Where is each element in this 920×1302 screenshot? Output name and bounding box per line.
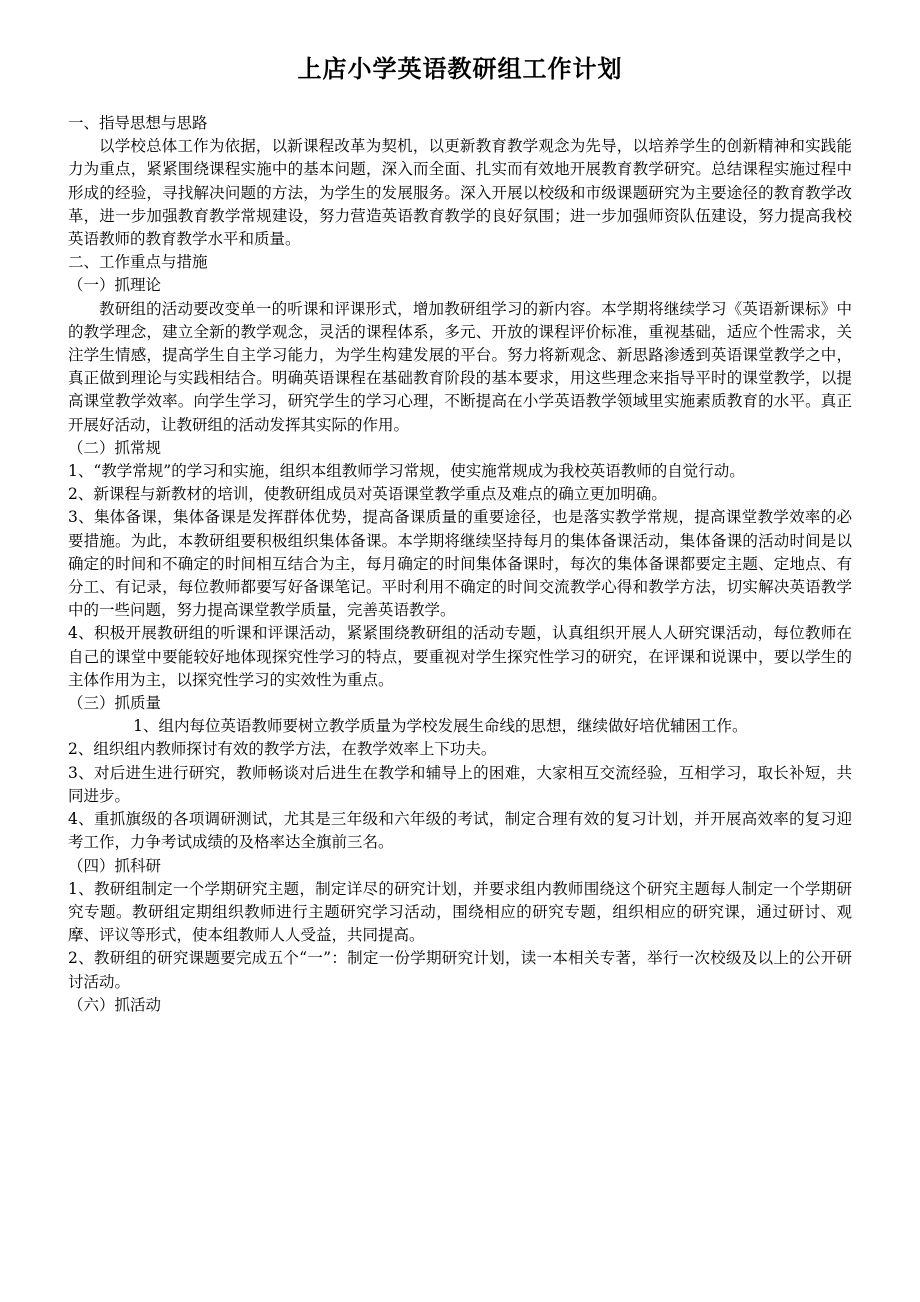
section-heading: 一、指导思想与思路 [68, 114, 208, 132]
paragraph: 3、集体备课，集体备课是发挥群体优势，提高备课质量的重要途径，也是落实教学常规，提高课堂教学效率的必要措施。为此，本教研组要积极组织集体备课。本学期将继续坚持每月的集体备课活动，集体备课的活动时间是以确定的时间和不确定的时间相互结合为主，每月确定的时间集体备课时，每次的集体备课都要定主题、定地点、有分工、有记录，每位教师都要写好备课笔记。平时利用不确定的时间交流教学心得和教学方法，切实解决英语教学中的一些问题，努力提高课堂教学质量，完善英语教学。 [68, 508, 852, 620]
paragraph: 4、重抓旗级的各项调研测试，尤其是三年级和六年级的考试，制定合理有效的复习计划，并开展高效率的复习迎考工作，力争考试成绩的及格率达全旗前三名。 [68, 810, 852, 852]
document-page [68, 52, 852, 1017]
paragraph: 1、“教学常规”的学习和实施，组织本组教师学习常规，使实施常规成为我校英语教师的自觉行动。 [68, 462, 745, 481]
paragraph: 2、组织组内教师探讨有效的教学方法，在教学效率上下功夫。 [68, 740, 497, 759]
paragraph: 4、积极开展教研组的听课和评课活动，紧紧围绕教研组的活动专题，认真组织开展人人研究课活动，每位教师在自己的课堂中要能较好地体现探究性学习的特点，要重视对学生探究性学习的研究，在评课和说课中，要以学生的主体作用为主，以探究性学习的实效性为重点。 [68, 624, 852, 689]
paragraph: 2、教研组的研究课题要完成五个“一”：制定一份学期研究计划，读一本相关专著，举行一次校级及以上的公开研讨活动。 [68, 949, 852, 991]
section-heading: （四）抓科研 [68, 856, 162, 875]
paragraph: 教研组的活动要改变单一的听课和评课形式，增加教研组学习的新内容。本学期将继续学习《英语新课标》中的教学理念，建立全新的教学观念，灵活的课程体系，多元、开放的课程评价标准，重视基础，适应个性需求，关注学生情感，提高学生自主学习能力，为学生构建发展的平台。努力将新观念、新思路渗透到英语课堂教学之中，真正做到理论与实践相结合。明确英语课程在基础教育阶段的基本要求，用这些理念来指导平时的课堂教学，以提高课堂教学效率。向学生学习，研究学生的学习心理，不断提高在小学英语教学领域里实施素质教育的水平。真正开展好活动，让教研组的活动发挥其实际的作用。 [68, 299, 852, 434]
section-heading: （三）抓质量 [68, 694, 162, 713]
section-heading: 二、工作重点与措施 [68, 253, 208, 272]
paragraph: 2、新课程与新教材的培训，使教研组成员对英语课堂教学重点及难点的确立更加明确。 [68, 485, 667, 504]
section-heading: （一）抓理论 [68, 276, 162, 295]
section-heading: （二）抓常规 [68, 438, 162, 457]
document-body [68, 112, 852, 1017]
document-title: 上店小学英语教研组工作计划 [297, 55, 623, 83]
paragraph: 1、组内每位英语教师要树立教学质量为学校发展生命线的思想，继续做好培优辅困工作。 [133, 717, 748, 736]
paragraph: 1、教研组制定一个学期研究主题，制定详尽的研究计划，并要求组内教师围绕这个研究主题每人制定一个学期研究专题。教研组定期组织教师进行主题研究学习活动，围绕相应的研究专题，组织相应的研究课，通过研讨、观摩、评议等形式，使本组教师人人受益，共同提高。 [68, 879, 852, 945]
section-heading: （六）抓活动 [68, 995, 162, 1014]
paragraph: 3、对后进生进行研究，教师畅谈对后进生在教学和辅导上的困难，大家相互交流经验，互相学习，取长补短，共同进步。 [68, 763, 852, 805]
paragraph: 以学校总体工作为依据，以新课程改革为契机，以更新教育教学观念为先导，以培养学生的创新精神和实践能力为重点，紧紧围绕课程实施中的基本问题，深入而全面、扎实而有效地开展教育教学研究。总结课程实施过程中形成的经验，寻找解决问题的方法，为学生的发展服务。深入开展以校级和市级课题研究为主要途径的教育教学改革，进一步加强教育教学常规建设，努力营造英语教育教学的良好氛围；进一步加强师资队伍建设，努力提高我校英语教师的教育教学水平和质量。 [68, 137, 852, 249]
